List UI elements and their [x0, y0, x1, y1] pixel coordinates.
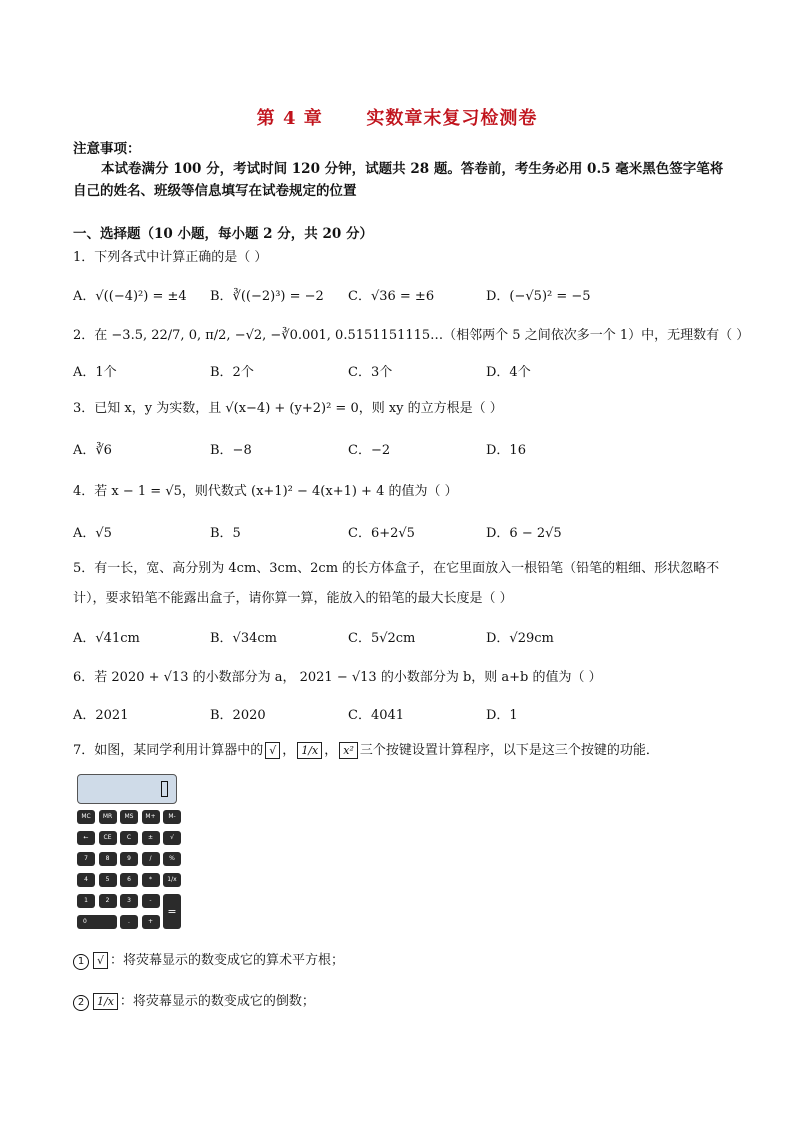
- calculator-screen: [77, 774, 177, 804]
- reciprocal-key-label: 1/x: [93, 993, 118, 1010]
- option-a: A．√41cm: [73, 631, 140, 646]
- calculator-key: 6: [120, 873, 138, 887]
- option-b: B．∛((−2)³) = −2: [210, 289, 324, 304]
- option-c: C．−2: [348, 443, 391, 458]
- calculator-key: 9: [120, 852, 138, 866]
- option-a: A．1个: [73, 365, 117, 380]
- sqrt-key-label: √: [265, 742, 280, 759]
- question-6: 6．若 2020 + √13 的小数部分为 a， 2021 − √13 的小数部分为 b，则 a+b 的值为（ ）: [73, 670, 602, 685]
- calculator-key: 2: [99, 894, 117, 908]
- question-3: 3．已知 x，y 为实数，且 √(x−4) + (y+2)² = 0，则 xy 的立方根是（ ）: [73, 401, 503, 416]
- calculator-key: MR: [99, 810, 117, 824]
- option-d: D．6 − 2√5: [486, 526, 562, 541]
- calculator-key: +: [142, 915, 160, 929]
- calculator-key: M-: [163, 810, 181, 824]
- option-b: B．−8: [210, 443, 252, 458]
- calculator-key: ±: [142, 831, 160, 845]
- function-text: ：将荧幕显示的数变成它的倒数；: [119, 994, 315, 1009]
- calculator-key: %: [163, 852, 181, 866]
- calculator-key: 5: [99, 873, 117, 887]
- notice-body: 本试卷满分 100 分，考试时间 120 分钟，试题共 28 题。答卷前，考生务必用 0.5 毫米黑色签字笔将自己的姓名、班级等信息填写在试卷规定的位置: [73, 161, 724, 199]
- question-7-suffix: 三个按键设置计算程序，以下是这三个按键的功能．: [359, 743, 659, 758]
- calculator-key: MC: [77, 810, 95, 824]
- calculator-key: CE: [99, 831, 117, 845]
- calculator-key: √: [163, 831, 181, 845]
- calculator-key: ←: [77, 831, 95, 845]
- question-4: 4．若 x − 1 = √5，则代数式 (x+1)² − 4(x+1) + 4 的值为（ ）: [73, 484, 458, 499]
- notice-heading: 注意事项：: [73, 141, 141, 157]
- cursor-icon: [161, 781, 168, 797]
- section-heading: 一、选择题（10 小题，每小题 2 分，共 20 分）: [73, 226, 373, 242]
- calculator-key: *: [142, 873, 160, 887]
- option-a: A．√((−4)²) = ±4: [73, 289, 187, 304]
- option-a: A．2021: [73, 708, 129, 723]
- option-c: C．6+2√5: [348, 526, 415, 541]
- calculator-key: 7: [77, 852, 95, 866]
- question-7-prefix: 7．如图，某同学利用计算器中的: [73, 743, 264, 758]
- sqrt-key-label: √: [93, 952, 108, 969]
- option-d: D．16: [486, 443, 526, 458]
- option-d: D．1: [486, 708, 518, 723]
- function-1: [73, 949, 344, 970]
- calculator-key: 1/x: [163, 873, 181, 887]
- calculator-key: -: [142, 894, 160, 908]
- calculator-key: 0: [77, 915, 117, 929]
- question-5: 5．有一长，宽、高分别为 4cm、3cm、2cm 的长方体盒子，在它里面放入一根铅笔（铅笔的粗细、形状忽略不计），要求铅笔不能露出盒子，请你算一算，能放入的铅笔的最大长度是（ ）: [73, 561, 720, 606]
- calculator-key: 8: [99, 852, 117, 866]
- calculator-key: /: [142, 852, 160, 866]
- option-b: B．√34cm: [210, 631, 277, 646]
- page-title: 第 4 章 实数章末复习检测卷: [256, 108, 538, 129]
- reciprocal-key-label: 1/x: [297, 742, 322, 759]
- calculator-key: C: [120, 831, 138, 845]
- function-text: ：将荧幕显示的数变成它的算术平方根；: [110, 953, 345, 968]
- function-2: [73, 990, 315, 1011]
- circled-number: 1: [73, 954, 89, 970]
- calculator-key: .: [120, 915, 138, 929]
- question-7: 7．如图，某同学利用计算器中的 √ ， 1/x ， x² 三个按键设置计算程序，以下是这三个按键的功能．: [73, 743, 659, 758]
- calculator-key: 1: [77, 894, 95, 908]
- option-b: B．2020: [210, 708, 266, 723]
- option-d: D．√29cm: [486, 631, 554, 646]
- square-key-label: x²: [339, 742, 358, 759]
- question-1: 1．下列各式中计算正确的是（ ）: [73, 250, 268, 265]
- option-c: C．5√2cm: [348, 631, 416, 646]
- option-c: C．√36 = ±6: [348, 289, 435, 304]
- option-b: B．2个: [210, 365, 254, 380]
- options-6: [73, 704, 713, 726]
- option-b: B．5: [210, 526, 241, 541]
- option-c: C．4041: [348, 708, 405, 723]
- option-d: D．4个: [486, 365, 531, 380]
- calculator-key: 4: [77, 873, 95, 887]
- option-c: C．3个: [348, 365, 393, 380]
- calculator-figure: [73, 772, 183, 937]
- question-2: 2．在 −3.5, 22/7, 0, π/2, −√2, −∛0.001, 0.5151151115…（相邻两个 5 之间依次多一个 1）中，无理数有（ ）: [73, 328, 750, 343]
- options-1: [73, 285, 713, 307]
- options-4: [73, 522, 713, 544]
- circled-number: 2: [73, 995, 89, 1011]
- option-a: A．√5: [73, 526, 112, 541]
- options-5: [73, 627, 713, 649]
- calculator-key: 3: [120, 894, 138, 908]
- calculator-key: =: [163, 894, 181, 929]
- options-3: [73, 439, 713, 461]
- calculator-key: MS: [120, 810, 138, 824]
- options-2: [73, 361, 713, 383]
- option-a: A．∛6: [73, 443, 112, 458]
- option-d: D．(−√5)² = −5: [486, 289, 591, 304]
- calculator-key: M+: [142, 810, 160, 824]
